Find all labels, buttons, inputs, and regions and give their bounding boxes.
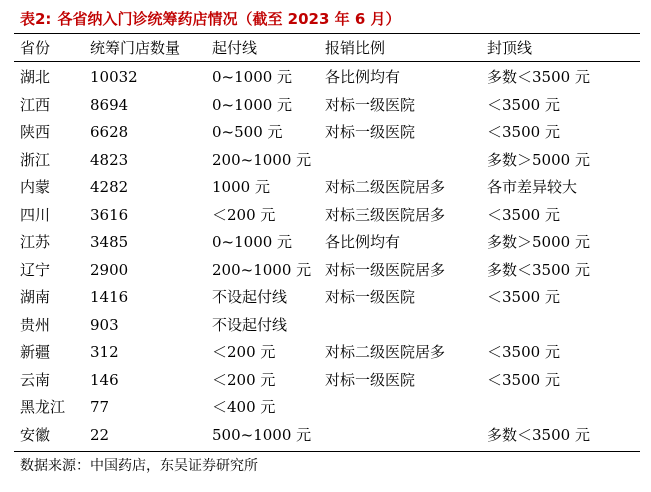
province-cell: 陕西 <box>20 123 51 141</box>
table-row <box>14 422 640 450</box>
store-count-cell: 4282 <box>90 178 129 196</box>
table-row <box>14 229 640 257</box>
reimbursement-ratio-cell: 各比例均有 <box>325 233 401 251</box>
table-header <box>14 36 640 60</box>
cap-cell: 多数＜3500 元 <box>487 68 590 86</box>
header-rule <box>14 61 640 62</box>
deductible-cell: ＜200 元 <box>212 370 276 389</box>
store-count-cell: 1416 <box>90 288 129 306</box>
province-cell: 四川 <box>20 205 51 224</box>
province-cell: 安徽 <box>20 425 51 444</box>
table-caption: 各省纳入门诊统筹药店情况（截至 2023 年 6 月） <box>57 10 401 28</box>
province-cell: 江苏 <box>20 233 51 251</box>
table-title <box>20 9 640 29</box>
store-count-cell: 2900 <box>90 260 129 279</box>
store-count-cell: 3485 <box>90 233 129 251</box>
table-row <box>14 339 640 367</box>
table-row <box>14 60 640 92</box>
deductible-cell: ＜200 元 <box>212 343 276 361</box>
store-count-cell: 146 <box>90 370 119 389</box>
reimbursement-ratio-cell: 对标一级医院 <box>325 123 416 141</box>
province-cell: 湖北 <box>20 68 51 86</box>
province-cell: 江西 <box>20 95 51 114</box>
deductible-cell: 0~1000 元 <box>212 233 293 251</box>
store-count-cell: 10032 <box>90 68 138 86</box>
cap-cell <box>487 394 640 422</box>
cap-cell: 多数＞5000 元 <box>487 150 590 169</box>
deductible-cell: ＜200 元 <box>212 205 276 224</box>
province-cell: 内蒙 <box>20 178 51 196</box>
deductible-cell: 0~500 元 <box>212 123 283 141</box>
top-rule <box>14 33 640 34</box>
source-note: 数据来源：中国药店，东吴证券研究所 <box>20 458 258 474</box>
table-number: 表2: <box>20 10 52 28</box>
reimbursement-ratio-cell <box>325 422 487 450</box>
cap-cell: 多数＞5000 元 <box>487 233 590 251</box>
deductible-cell: 500~1000 元 <box>212 425 312 444</box>
reimbursement-ratio-cell <box>325 312 487 340</box>
deductible-cell: 1000 元 <box>212 178 270 196</box>
table-row <box>14 312 640 340</box>
reimbursement-ratio-cell: 各比例均有 <box>325 68 401 86</box>
cap-cell <box>487 312 640 340</box>
province-cell: 辽宁 <box>20 260 51 279</box>
cap-cell: ＜3500 元 <box>487 343 560 361</box>
table-body <box>14 60 640 449</box>
table-row <box>14 92 640 120</box>
cap-cell: ＜3500 元 <box>487 205 560 224</box>
cap-cell: 多数＜3500 元 <box>487 260 590 279</box>
reimbursement-ratio-cell: 对标一级医院 <box>325 370 416 389</box>
province-cell: 浙江 <box>20 150 51 169</box>
cap-cell: ＜3500 元 <box>487 123 560 141</box>
table-row <box>14 147 640 175</box>
reimbursement-ratio-cell: 对标二级医院居多 <box>325 343 446 361</box>
province-cell: 湖南 <box>20 288 51 306</box>
store-count-cell: 3616 <box>90 205 129 224</box>
deductible-cell: 0~1000 元 <box>212 95 293 114</box>
reimbursement-ratio-cell: 对标一级医院 <box>325 288 416 306</box>
cap-cell: ＜3500 元 <box>487 95 560 114</box>
province-cell: 贵州 <box>20 315 51 334</box>
header-deductible: 起付线 <box>212 39 258 57</box>
table-row <box>14 257 640 285</box>
deductible-cell: 不设起付线 <box>212 315 288 334</box>
store-count-cell: 22 <box>90 425 110 444</box>
header-province: 省份 <box>20 39 51 57</box>
store-count-cell: 8694 <box>90 95 129 114</box>
table-row <box>14 174 640 202</box>
province-cell: 云南 <box>20 370 51 389</box>
cap-cell: ＜3500 元 <box>487 370 560 389</box>
deductible-cell: 200~1000 元 <box>212 150 312 169</box>
store-count-cell: 4823 <box>90 150 129 169</box>
table-row <box>14 367 640 395</box>
header-reimbursement-ratio: 报销比例 <box>325 39 386 57</box>
table-row <box>14 202 640 230</box>
reimbursement-ratio-cell <box>325 147 487 175</box>
reimbursement-ratio-cell: 对标二级医院居多 <box>325 178 446 196</box>
deductible-cell: 200~1000 元 <box>212 260 312 279</box>
table-row <box>14 394 640 422</box>
store-count-cell: 77 <box>90 398 110 416</box>
reimbursement-ratio-cell: 对标三级医院居多 <box>325 205 446 224</box>
cap-cell: ＜3500 元 <box>487 288 560 306</box>
reimbursement-ratio-cell: 对标一级医院居多 <box>325 260 446 279</box>
store-count-cell: 312 <box>90 343 119 361</box>
deductible-cell: 0~1000 元 <box>212 68 293 86</box>
table-row <box>14 284 640 312</box>
table-row <box>14 119 640 147</box>
store-count-cell: 903 <box>90 315 119 334</box>
reimbursement-ratio-cell: 对标一级医院 <box>325 95 416 114</box>
bottom-rule <box>14 451 640 452</box>
store-count-cell: 6628 <box>90 123 129 141</box>
deductible-cell: ＜400 元 <box>212 398 276 416</box>
province-cell: 黑龙江 <box>20 398 66 416</box>
reimbursement-ratio-cell <box>325 394 487 422</box>
header-row <box>14 36 640 60</box>
header-store-count: 统筹门店数量 <box>90 39 181 57</box>
deductible-cell: 不设起付线 <box>212 288 288 306</box>
province-cell: 新疆 <box>20 343 51 361</box>
header-cap: 封顶线 <box>487 39 533 57</box>
cap-cell: 各市差异较大 <box>487 178 578 196</box>
cap-cell: 多数＜3500 元 <box>487 425 590 444</box>
pharmacy-table <box>14 36 640 449</box>
